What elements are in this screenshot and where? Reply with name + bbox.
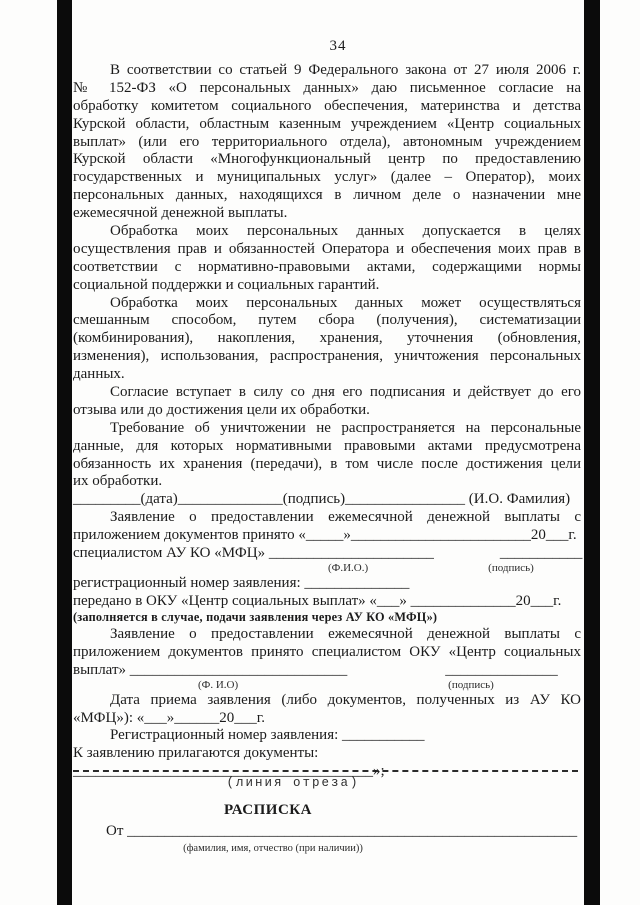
mfc-note-line: (заполняется в случае, подачи заявления через АУ КО «МФЦ») — [73, 609, 438, 624]
consent-line: данных. — [73, 366, 125, 383]
signature-caption: (подпись) — [488, 562, 534, 575]
consent-line: осуществления прав и обязанностей Оператора и обеспечения моих прав в — [73, 240, 581, 257]
from-label: От — [106, 823, 128, 840]
consent-line: социальной поддержки и социальных гарантий. — [73, 276, 380, 293]
receipt-from-row — [73, 823, 581, 843]
cut-line-caption: (линия отреза) — [226, 776, 360, 791]
consent-line: Обработка моих персональных данных допускается в целях — [110, 223, 581, 240]
consent-line: ежемесячной денежной выплаты. — [73, 205, 288, 222]
oku-application-line: Заявление о предоставлении ежемесячной денежной выплаты с — [110, 625, 581, 642]
consent-line: отзыва или до достижения цели их обработки. — [73, 401, 370, 418]
signature-caption: (подпись) — [448, 678, 494, 691]
from-name-caption: (фамилия, имя, отчество (при наличии)) — [183, 843, 363, 855]
attached-documents-row — [73, 745, 581, 780]
mfc-accepted-date-line: приложением документов принято «_____»________________________20___г. — [73, 527, 577, 544]
consent-line: их обработки. — [73, 473, 163, 490]
mfc-specialist-row — [73, 545, 581, 563]
consent-line: персональных данных, находящихся в личном деле о назначении мне — [73, 187, 581, 204]
oku-receive-date-line2: «МФЦ»): «___»______20___г. — [73, 709, 265, 726]
consent-line: Курской области «Многофункциональный центр по предоставлению — [73, 151, 581, 168]
consent-line: Обработка моих персональных данных может осуществляться — [110, 294, 581, 311]
mfc-transfer-line: передано в ОКУ «Центр социальных выплат» «___» ______________20___г. — [73, 592, 562, 609]
fio-caption: (Ф.И.О.) — [328, 562, 369, 575]
oku-payments-label: выплат» — [73, 661, 130, 678]
mfc-blank-captions-row — [73, 563, 581, 575]
mfc-application-line: Заявление о предоставлении ежемесячной денежной выплаты с — [110, 509, 581, 526]
oku-registration-number-line: Регистрационный номер заявления: ___________ — [110, 727, 425, 744]
oku-blank-captions-row — [73, 680, 581, 692]
consent-line: В соответствии со статьей 9 Федерального закона от 27 июля 2006 г. — [110, 62, 581, 78]
signature-blank-field: ___________ — [499, 545, 583, 562]
consent-line: Согласие вступает в силу со дня его подписания и действует до его — [110, 384, 581, 401]
oku-accepted-line: приложением документов принято специалистом ОКУ «Центр социальных — [73, 643, 581, 660]
mfc-registration-number-line: регистрационный номер заявления: ______________ — [73, 575, 410, 592]
page-number: 34 — [329, 38, 347, 54]
scan-artifact-left-bar — [57, 0, 72, 905]
document-content — [73, 38, 581, 857]
consent-line: изменения), использования, распространения, уничтожения персональных — [73, 348, 581, 365]
signature-blank-field: _______________ — [445, 661, 558, 678]
consent-line: обязанность их хранения (передачи), в том числе после достижения цели — [73, 455, 581, 472]
consent-line: Требование об уничтожении не распространяется на персональные — [110, 419, 581, 436]
consent-line: обработку комитетом социального обеспечения, материнства и детства — [73, 97, 581, 114]
fio-blank-field: _____________________________ — [129, 661, 348, 678]
from-name-blank-field: ____________________________________________________________ — [127, 823, 578, 840]
attached-documents-label: К заявлению прилагаются документы: — [73, 745, 319, 762]
consent-line: (комбинирования), накопления, хранения, уточнения (обновления, — [73, 330, 581, 347]
consent-line: выплат» (или его территориального отдела), автономным учреждением — [73, 133, 581, 150]
scan-artifact-right-bar — [584, 0, 600, 905]
consent-line: данные, для которых нормативными правовыми актами предусмотрена — [73, 437, 581, 454]
fio-caption: (Ф. И.О) — [198, 678, 239, 691]
consent-line: смешанным способом, путем сбора (получения), систематизации — [73, 312, 581, 329]
consent-line: Курской области, областным казенным учреждением «Центр социальных — [73, 115, 581, 132]
consent-line: соответствии с нормативно-правовыми актами, содержащими нормы — [73, 258, 581, 275]
date-signature-name-row: _________(дата)______________(подпись)________________ (И.О. Фамилия) — [73, 491, 571, 508]
mfc-specialist-label: специалистом АУ КО «МФЦ» — [73, 545, 269, 562]
documents-blank-field: ________________________________________ — [73, 763, 373, 780]
closing-quote-semicolon: »; — [373, 763, 385, 780]
consent-line: государственных и муниципальных услуг» (далее – Оператор), моих — [73, 169, 581, 186]
oku-receive-date-line: Дата приема заявления (либо документов, полученных из АУ КО — [110, 691, 581, 708]
receipt-title: РАСПИСКА — [223, 802, 313, 819]
consent-line: № 152-ФЗ «О персональных данных» даю письменное согласие на — [73, 79, 581, 96]
oku-specialist-row — [73, 662, 581, 680]
fio-blank-field: ______________________ — [268, 545, 434, 562]
